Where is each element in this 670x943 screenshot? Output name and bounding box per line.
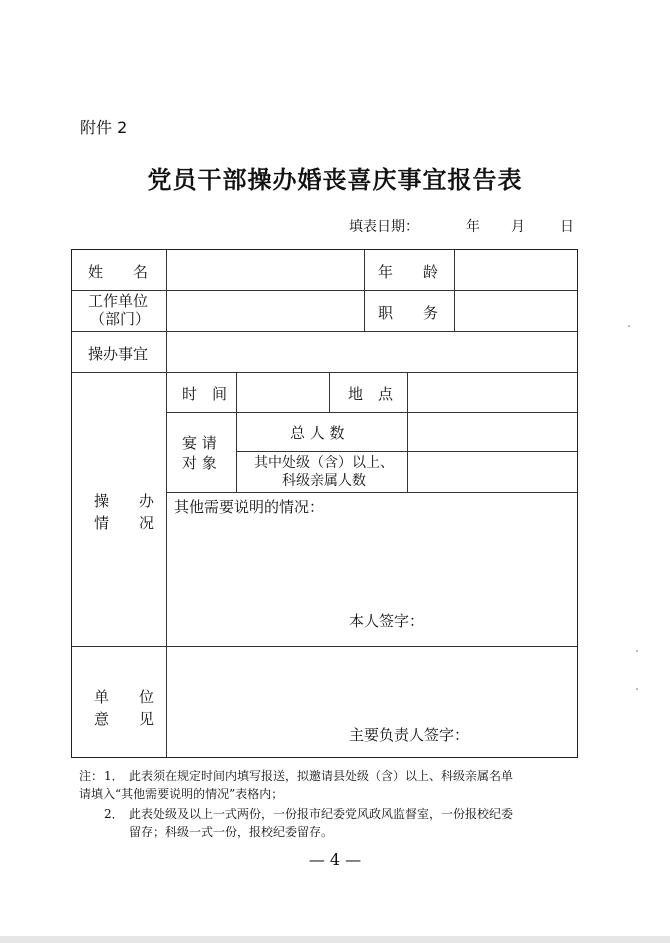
unit-opinion-label <box>94 686 154 730</box>
unit-opinion-line1: 单 位 <box>94 688 155 706</box>
unit-opinion-line2: 意 见 <box>94 710 155 728</box>
column-divider <box>166 250 167 757</box>
invitees-label-line1: 宴 请 <box>182 434 217 452</box>
row-divider <box>166 492 577 493</box>
date-month-label: 月 <box>511 219 525 235</box>
officials-label-line2: 科级亲属人数 <box>282 473 366 489</box>
note-text-line2: 请填入“其他需要说明的情况”表格内； <box>79 787 284 801</box>
matter-label: 操办事宜 <box>88 345 149 363</box>
row-divider <box>72 372 577 373</box>
column-divider <box>236 372 237 492</box>
unit-label-line2: （部门） <box>90 310 151 328</box>
column-divider <box>364 250 365 331</box>
note-number: 2． <box>104 807 124 821</box>
invitees-label <box>182 433 217 473</box>
report-form-table <box>71 249 578 758</box>
notes-section <box>79 767 579 841</box>
column-divider <box>329 372 330 412</box>
scan-speck <box>636 650 638 652</box>
row-divider <box>166 412 577 413</box>
scan-speck <box>628 325 630 327</box>
age-label: 年 龄 <box>378 263 439 281</box>
date-day-label: 日 <box>560 219 574 235</box>
scan-speck <box>636 688 638 690</box>
note-text-line2: 留存；科级一式一份，报校纪委留存。 <box>129 825 334 839</box>
form-title: 党员干部操办婚丧喜庆事宜报告表 <box>147 165 523 194</box>
row-divider <box>72 646 577 647</box>
invitees-label-line2: 对 象 <box>182 454 217 472</box>
position-label: 职 务 <box>378 304 439 322</box>
situation-label <box>94 490 154 534</box>
column-divider <box>407 372 408 492</box>
notes-prefix: 注： <box>79 769 104 783</box>
leader-signature-label: 主要负责人签字： <box>349 726 470 744</box>
name-label: 姓 名 <box>88 263 149 281</box>
note-item-1 <box>79 767 579 803</box>
note-text-line1: 此表须在规定时间内填写报送，拟邀请县处级（含）以上、科级亲属名单 <box>129 769 514 783</box>
situation-label-line1: 操 办 <box>94 492 155 510</box>
unit-label <box>88 292 150 328</box>
officials-count-label <box>244 454 404 490</box>
scan-bottom-edge <box>0 936 670 943</box>
note-number: 1． <box>104 769 124 783</box>
officials-label-line1: 其中处级（含）以上、 <box>254 455 394 471</box>
situation-label-line2: 情 况 <box>94 514 155 532</box>
other-notes-label: 其他需要说明的情况： <box>174 498 325 516</box>
note-item-2 <box>79 805 579 841</box>
date-label: 填表日期： <box>349 219 419 235</box>
page-number: — 4 — <box>308 850 362 869</box>
attachment-label: 附件 2 <box>80 118 128 137</box>
row-divider <box>72 290 577 291</box>
row-divider <box>72 331 577 332</box>
place-label: 地 点 <box>348 385 394 403</box>
unit-label-line1: 工作单位 <box>88 292 149 310</box>
date-year-label: 年 <box>466 219 480 235</box>
note-text-line1: 此表处级及以上一式两份，一份报市纪委党风政风监督室，一份报校纪委 <box>129 807 514 821</box>
total-count-label: 总 人 数 <box>290 424 345 442</box>
time-label: 时 间 <box>182 385 228 403</box>
column-divider <box>454 250 455 331</box>
self-signature-label: 本人签字： <box>349 612 425 630</box>
